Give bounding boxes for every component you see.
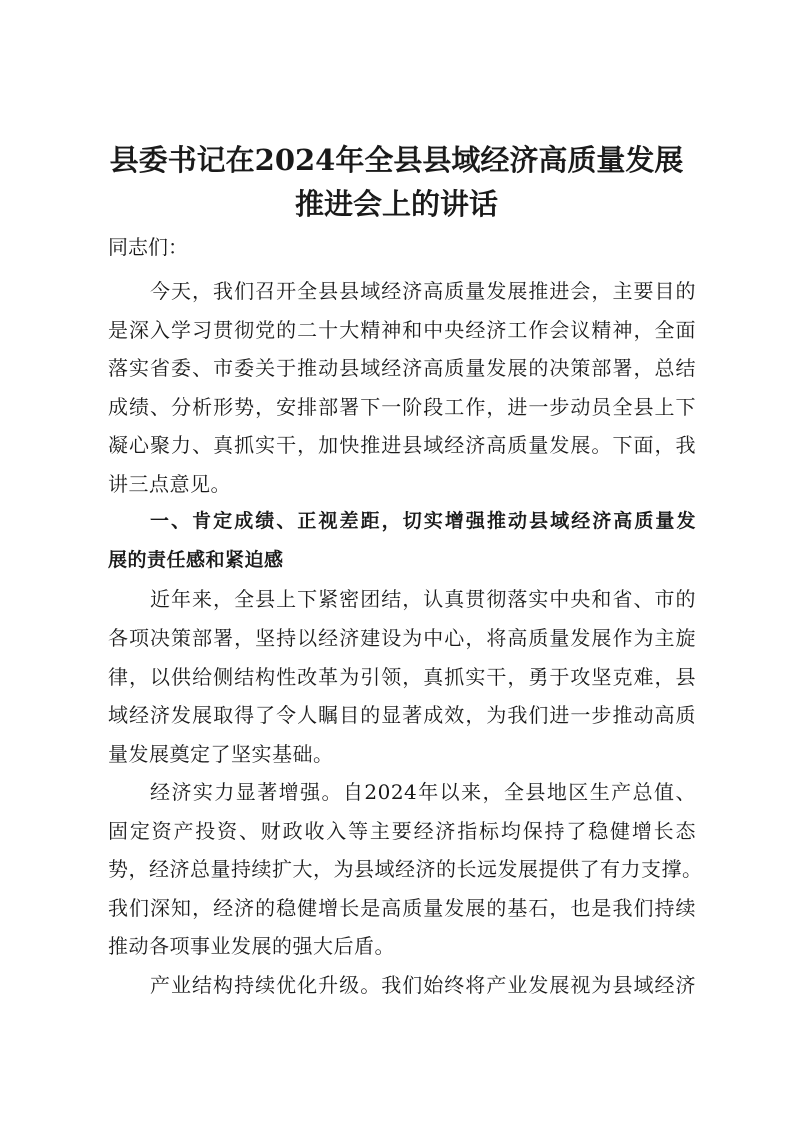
- body-line: 固定资产投资、财政收入等主要经济指标均保持了稳健增长态: [108, 818, 696, 843]
- document-title-line-1: 县委书记在2024年全县县域经济高质量发展: [109, 143, 684, 177]
- body-line: 我们深知，经济的稳健增长是高质量发展的基石，也是我们持续: [108, 895, 696, 920]
- body-line: 落实省委、市委关于推动县域经济高质量发展的决策部署，总结: [108, 356, 696, 381]
- body-line: 一、肯定成绩、正视差距，切实增强推动县域经济高质量发: [150, 510, 696, 533]
- body-line: 各项决策部署，坚持以经济建设为中心，将高质量发展作为主旋: [108, 625, 696, 650]
- body-line: 凝心聚力、真抓实干，加快推进县域经济高质量发展。下面，我: [108, 433, 696, 458]
- body-line: 势，经济总量持续扩大，为县域经济的长远发展提供了有力支撑。: [108, 857, 703, 882]
- body-line: 是深入学习贯彻党的二十大精神和中央经济工作会议精神，全面: [108, 317, 696, 342]
- document-title-line-2: 推进会上的讲话: [294, 187, 498, 221]
- body-line: 产业结构持续优化升级。我们始终将产业发展视为县域经济: [150, 972, 696, 997]
- body-line: 经济实力显著增强。自2024年以来，全县地区生产总值、: [150, 780, 696, 805]
- body-line: 成绩、分析形势，安排部署下一阶段工作，进一步动员全县上下: [108, 394, 696, 419]
- body-line: 近年来，全县上下紧密团结，认真贯彻落实中央和省、市的: [150, 587, 696, 612]
- body-line: 域经济发展取得了令人瞩目的显著成效，为我们进一步推动高质: [108, 703, 696, 728]
- body-line: 今天，我们召开全县县域经济高质量发展推进会，主要目的: [150, 279, 696, 303]
- body-line: 律，以供给侧结构性改革为引领，真抓实干，勇于攻坚克难，县: [108, 664, 696, 689]
- body-line: 讲三点意见。: [108, 471, 231, 496]
- body-line: 量发展奠定了坚实基础。: [108, 741, 334, 766]
- salutation: 同志们：: [108, 235, 188, 259]
- body-line: 展的责任感和紧迫感: [108, 548, 284, 571]
- body-line: 推动各项事业发展的强大后盾。: [108, 934, 395, 959]
